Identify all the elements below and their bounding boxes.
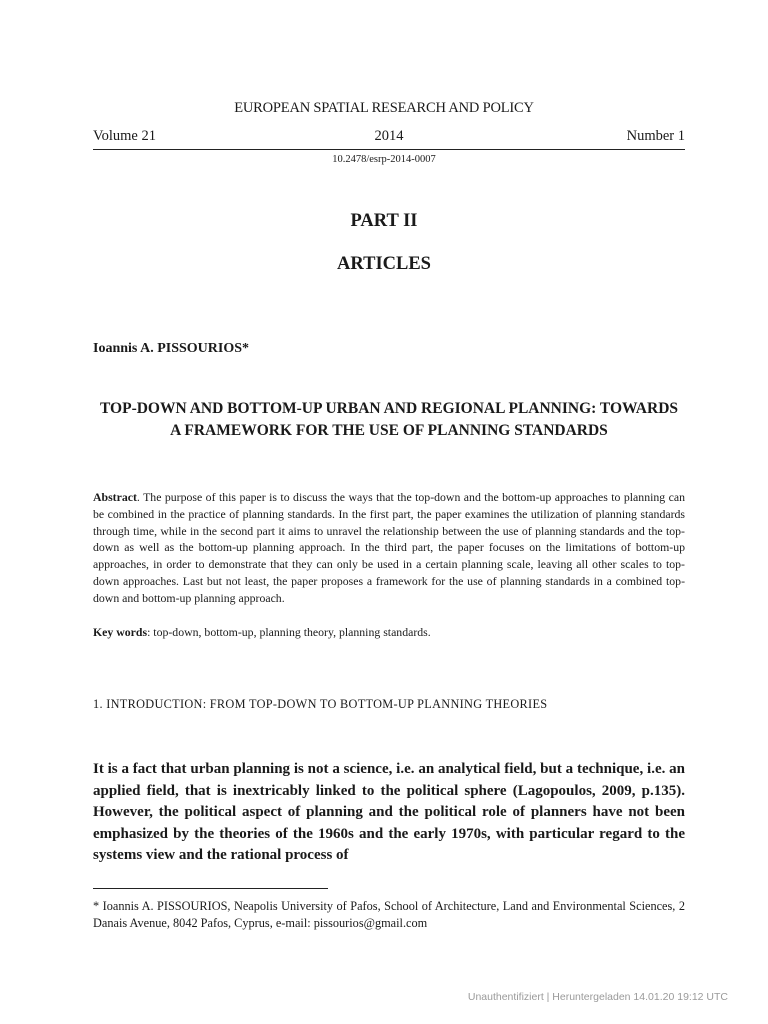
header-divider	[93, 149, 685, 150]
author-name: Ioannis A. PISSOURIOS*	[93, 341, 250, 356]
doi-text: 10.2478/esrp-2014-0007	[332, 154, 436, 165]
keywords-text: : top-down, bottom-up, planning theory, planning standards.	[147, 625, 431, 639]
part-heading: PART II	[350, 211, 418, 231]
footnote-divider	[93, 888, 328, 889]
keywords	[93, 624, 685, 641]
abstract-label: Abstract	[93, 490, 137, 504]
footnote: * Ioannis A. PISSOURIOS, Neapolis University of Pafos, School of Architecture, Land and Environmental Sciences, 2 Danais Avenue, 8042 Pafos, Cyprus, e-mail: pissourios@gmail.com	[93, 899, 685, 930]
section-heading: 1. INTRODUCTION: FROM TOP-DOWN TO BOTTOM-UP PLANNING THEORIES	[93, 697, 548, 711]
body-paragraph: It is a fact that urban planning is not a science, i.e. an analytical field, but a technique, i.e. an applied field, that is inextricably linked to the political sphere (Lagopoulos, 2009, p.135). However, the political aspect of planning and the political role of planners have not been emphasized by the theories of the 1960s and the early 1970s, with particular regard to the systems view and the rational process of	[93, 761, 685, 863]
abstract	[93, 489, 685, 607]
volume-label: Volume 21	[93, 128, 156, 144]
article-title: TOP-DOWN AND BOTTOM-UP URBAN AND REGIONAL PLANNING: TOWARDS A FRAMEWORK FOR THE USE OF PLANNING STANDARDS	[99, 400, 679, 439]
journal-name: EUROPEAN SPATIAL RESEARCH AND POLICY	[234, 100, 534, 116]
year-label: 2014	[374, 128, 404, 144]
keywords-label: Key words	[93, 625, 148, 639]
number-label: Number 1	[626, 128, 685, 144]
articles-heading: ARTICLES	[337, 254, 431, 274]
abstract-text: . The purpose of this paper is to discuss the ways that the top-down and the bottom-up approaches to planning can be combined in the practice of planning standards. In the first part, the paper examines the utilization of planning standards through time, while in the second part it aims to unravel the relationship between the use of planning standards and the top-down as well as the bottom-up planning approach. In the third part, the paper focuses on the limitations of bottom-up approaches, in order to demonstrate that they can only be used in a certain planning scale, leaving all other scales to top-down approaches. Last but not least, the paper proposes a framework for the use of planning standards in a combined top-down and bottom-up planning approach.	[93, 490, 685, 605]
download-watermark: Unauthentifiziert | Heruntergeladen 14.01.20 19:12 UTC	[467, 991, 728, 1003]
